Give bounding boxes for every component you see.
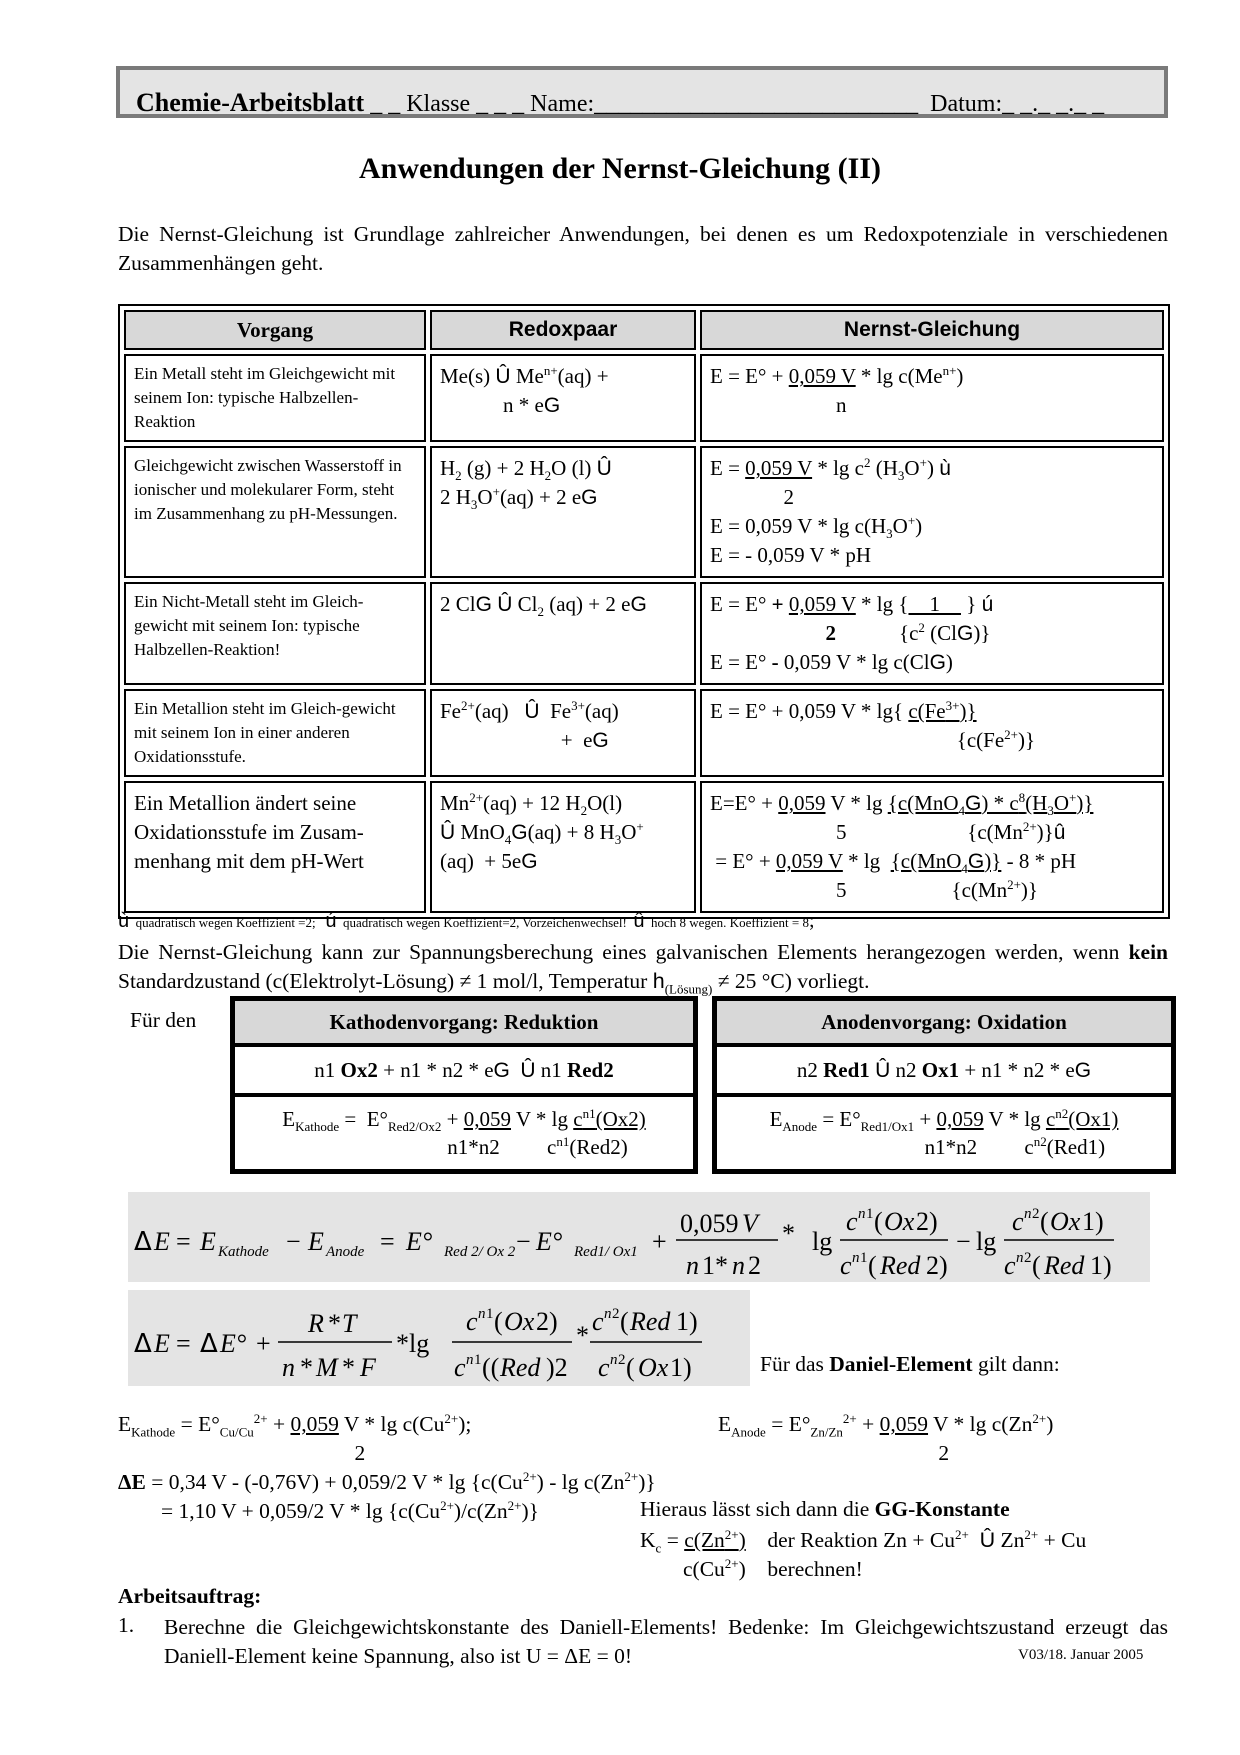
anode-reaction: n2 Red1 Û n2 Ox1 + n1 * n2 * eG [715,1045,1173,1095]
svg-text:n: n [686,1251,699,1280]
svg-text:c: c [592,1307,604,1336]
gg-konstante-text [640,1497,1010,1522]
svg-text:Ox: Ox [884,1207,915,1236]
svg-text:c: c [840,1251,852,1280]
svg-text:*: * [300,1353,313,1382]
para2-text3: ≠ 25 °C) vorliegt. [717,969,870,993]
svg-text:((: (( [482,1353,500,1382]
svg-text:M: M [316,1353,338,1382]
nernst-equation: E = E° + 0,059 V * lg{ $c(Fe^{3+})$} $\{c(Fe^{2+})\}$ [700,689,1164,777]
svg-text:1: 1 [486,1306,494,1322]
worksheet-title: Chemie-Arbeitsblatt [136,88,365,117]
table-row [124,582,1164,685]
datum-field: Datum:_ _._ _._ _ [930,91,1105,117]
formula-1-svg [128,1192,1150,1282]
footnote-marker-icon: ú [325,910,337,932]
svg-text:n: n [858,1206,866,1222]
table-row [124,689,1164,777]
svg-text:Δ: Δ [200,1329,218,1359]
svg-text:n: n [478,1306,486,1322]
svg-text:−: − [286,1227,301,1256]
svg-text:Red: Red [1044,1251,1085,1280]
page-title: Anwendungen der Nernst-Gleichung (II) [359,152,881,185]
footnote-marker-icon: û [633,910,645,932]
svg-text:2): 2) [926,1251,948,1280]
svg-text:Ox: Ox [504,1307,535,1336]
svg-text:(: ( [1032,1251,1041,1280]
delta-e-calc: ΔE = 0,34 V - (-0,76V) + 0,059/2 V * $\lg \{c(Cu^{2+})$ - $\lg c(Zn^{2+})$} = 1,10 V + 0,059/2 V * $\lg \{c(Cu^{2+})/c(Zn^{2+})\}$ [118,1468,656,1523]
galvanic-paragraph: Die Nernst-Gleichung kann zur Spannungsberechung eines galvanischen Elements herangezogen werden, wenn kein Standardzustand (c(Elektrolyt-Lösung) ≠ 1 mol/l, Temperatur $h_{(Lösung)} \ne 25$ °C) vorliegt. [118,940,1168,997]
svg-text:n: n [466,1352,474,1368]
worksheet-header [136,88,1104,118]
table-row [124,354,1164,442]
para2-kein: kein [1128,940,1168,964]
svg-text:1: 1 [866,1206,874,1222]
svg-text:2: 2 [1024,1250,1032,1266]
kathode-header: Kathodenvorgang: Reduktion [233,999,695,1045]
redox-pair: $H_2$ (g) + 2 $H_2O$ (l) Û 2 $H_3O^+(aq) + 2$ eG [430,446,696,578]
svg-text:0,059: 0,059 [680,1209,739,1238]
table-row [124,446,1164,578]
col-redoxpaar: Redoxpaar [430,310,696,350]
svg-text:E: E [308,1227,324,1256]
svg-text:Red1/ Ox1: Red1/ Ox1 [574,1244,638,1260]
svg-text:2): 2) [536,1307,558,1336]
svg-text:−: − [956,1227,971,1256]
col-nernst-gleichung: Nernst-Gleichung [700,310,1164,350]
daniel-kathode-eq: $E_{Kathode} = E^\circ_{Cu/Cu}^{2+} + 0,059$ V * $\lg c(Cu^{2+})$; 2 [118,1410,472,1465]
svg-text:n: n [852,1250,860,1266]
kc-expression: $K_c = c(Zn^{2+})$ der Reaktion $Zn + Cu^{2+}$ Û $Zn^{2+} + Cu$ $c(Cu^{2+})$ berechnen! [640,1526,1087,1581]
svg-text:F: F [360,1353,376,1382]
svg-text:Kathode: Kathode [218,1244,269,1260]
svg-text:(: ( [868,1251,877,1280]
svg-text:n: n [732,1251,745,1280]
svg-text:c: c [1004,1251,1016,1280]
svg-text:*: * [782,1219,795,1248]
kathode-reaction: n1 Ox2 + n1 * n2 * eG Û n1 Red2 [233,1045,695,1095]
svg-text:c: c [466,1307,478,1336]
nernst-table [118,304,1170,919]
svg-text:2: 2 [1032,1206,1040,1222]
svg-text:−: − [516,1227,531,1256]
redox-pair: $Fe^{2+}(aq)$ Û $Fe^{3+}(aq)$ + eG [430,689,696,777]
svg-text:2): 2) [916,1207,938,1236]
daniel-intro-text: Für das [760,1352,824,1376]
svg-text:*: * [328,1309,341,1338]
svg-text:(: ( [494,1307,503,1336]
footnote-c: hoch 8 wegen. Koeffizient = 8 [650,915,809,930]
svg-text:1*: 1* [702,1251,728,1280]
arbeitsauftrag-title: Arbeitsauftrag: [118,1584,262,1608]
row-desc: Ein Metallion ändert seine Oxidationsstufe im Zusam-menhang mit dem pH-Wert [124,781,426,913]
svg-text:)2: )2 [546,1353,568,1382]
svg-text:E°: E° [220,1329,247,1358]
svg-text:*: * [342,1353,355,1382]
svg-text:n: n [604,1306,612,1322]
anode-table [712,996,1176,1174]
hieraus-text: Hieraus lässt sich dann die [640,1497,870,1521]
kathode-equation: $E_{Kathode} = E^\circ_{Red2/Ox2} + 0,059$ V * $\lg c^{n1}(Ox2)$ n1*n2 $c^{n1}(Red2)$ [233,1095,695,1171]
nernst-equation: E = E° + 0,059 V * $\lg c(Me^{n+})$ n [700,354,1164,442]
svg-text:=: = [176,1329,191,1358]
svg-text:2: 2 [748,1251,761,1280]
redox-pair: $Mn^{2+}(aq) + 12$ $H_2O(l)$ Û MnO$_4$G(aq) + 8 $H_3O^+$ (aq) + 5eG [430,781,696,913]
task-text: Berechne die Gleichgewichtskonstante des Daniell-Elements! Bedenke: Im Gleichgewichtszustand erzeugt das Daniell-Element keine Spannung, also ist U = ΔE = 0! [164,1615,1168,1668]
svg-text:c: c [846,1207,858,1236]
svg-text:2: 2 [612,1306,620,1322]
daniel-after-text: gilt dann: [977,1352,1060,1376]
intro-paragraph: Die Nernst-Gleichung ist Grundlage zahlreicher Anwendungen, bei denen es um Redoxpotenziale in verschiedenen Zusammenhängen geht. [118,222,1168,275]
nernst-equation: E = E° + 0,059 V * lg { 1 } ú 2 {$c^2$ (ClG)} E = E° - 0,059 V * lg c(ClG) [700,582,1164,685]
berechnen-text: berechnen! [767,1557,863,1581]
svg-text:1): 1) [670,1353,692,1382]
svg-text:=: = [380,1227,395,1256]
redox-pair: 2 ClG Û $Cl_2$ (aq) + 2 eG [430,582,696,685]
footnote-marker-icon: ù [118,910,130,932]
svg-text:=: = [176,1227,191,1256]
svg-text:Red: Red [880,1251,921,1280]
svg-text:1): 1) [1090,1251,1112,1280]
nernst-equation: E = 0,059 V * $\lg c^2$ $(H_3O^+)$ ù 2 E = 0,059 V * $\lg c(H_3O^+)$ E = - 0,059 V * pH [700,446,1164,578]
svg-text:Ox: Ox [1050,1207,1081,1236]
svg-text:Red 2/ Ox 2: Red 2/ Ox 2 [444,1244,516,1260]
svg-text:n: n [610,1352,618,1368]
svg-text:V: V [742,1209,758,1238]
daniel-intro [760,1352,1060,1377]
footnotes: ù quadratisch wegen Koeffizient =2; ú quadratisch wegen Koeffizient=2, Vorzeichenwechsel! û hoch 8 wegen. Koeffizient = 8; [118,910,815,932]
svg-text:2: 2 [618,1352,626,1368]
col-vorgang: Vorgang [124,310,426,350]
svg-text:Δ: Δ [134,1329,152,1359]
svg-text:T: T [342,1309,357,1338]
svg-text:R: R [308,1309,324,1338]
svg-text:Red: Red [630,1307,671,1336]
svg-text:n: n [282,1353,295,1382]
footnote-b: quadratisch wegen Koeffizient=2, Vorzeichenwechsel! [343,915,627,930]
formula-2-svg [128,1290,750,1386]
svg-text:(: ( [626,1353,635,1382]
svg-text:E: E [200,1227,216,1256]
svg-text:n: n [1024,1206,1032,1222]
kathode-table [230,996,698,1174]
svg-text:(: ( [874,1207,883,1236]
svg-text:c: c [1012,1207,1024,1236]
svg-text:E: E [154,1227,170,1256]
nernst-equation: E=E° + 0,059 V * $\lg \{c(MnO_4G) * c^8(H_3O^+)\}$ 5 $\{c(Mn^{2+})\}û$ = E° + 0,059 V * lg {c(MnO$_4$G)} - 8 * pH 5 $\{c(Mn^{2+})\}$ [700,781,1164,913]
anode-equation: $E_{Anode} = E^\circ_{Red1/Ox1} + 0,059$ V * $\lg c^{n2}(Ox1)$ n1*n2 $c^{n2}(Red1)$ [715,1095,1173,1171]
svg-text:E°: E° [536,1227,563,1256]
gg-konstante-label: GG-Konstante [874,1497,1010,1521]
svg-text:c: c [454,1353,466,1382]
daniel-anode-eq: $E_{Anode} = E^\circ_{Zn/Zn}^{2+} + 0,059$ V * $\lg c(Zn^{2+})$ 2 [718,1410,1054,1465]
svg-text:1): 1) [1082,1207,1104,1236]
row-desc: Gleichgewicht zwischen Wasserstoff in ionischer und molekularer Form, steht im Zusammenhang zu pH-Messungen. [124,446,426,578]
svg-text:1): 1) [676,1307,698,1336]
table-row [124,781,1164,913]
svg-text:E: E [154,1329,170,1358]
task-number: 1. [118,1613,135,1637]
svg-text:lg: lg [976,1227,997,1256]
name-field: Name:___________________________ [530,91,919,117]
row-desc: Ein Metallion steht im Gleich-gewicht mit seinem Ion in einer anderen Oxidationsstufe. [124,689,426,777]
der-reaktion-text: der Reaktion Zn + Cu [767,1528,955,1552]
row-desc: Ein Nicht-Metall steht im Gleich-gewicht mit seinem Ion: typische Halbzellen-Reaktion! [124,582,426,685]
svg-text:c: c [598,1353,610,1382]
footnote-a: quadratisch wegen Koeffizient =2; [135,915,316,930]
table-header-row [124,310,1164,350]
version-date: V03/18. Januar 2005 [1018,1647,1144,1663]
para2-text1: Die Nernst-Gleichung kann zur Spannungsberechung eines galvanischen Elements herangezogen werden, wenn [118,940,1120,964]
klasse-field: _ _ Klasse _ _ _ [370,91,525,117]
redox-pair: Me(s) Û $Me^{n+}(aq)$ + n * eG [430,354,696,442]
svg-text:+: + [256,1329,271,1358]
svg-text:lg: lg [812,1227,833,1256]
svg-text:(: ( [620,1307,629,1336]
para2-text2: Standardzustand (c(Elektrolyt-Lösung) ≠ 1 mol/l, Temperatur [118,969,648,993]
svg-text:1: 1 [474,1352,482,1368]
svg-text:+: + [652,1227,667,1256]
svg-text:1: 1 [860,1250,868,1266]
anode-header: Anodenvorgang: Oxidation [715,999,1173,1045]
delta-e-formula-1 [128,1192,1150,1282]
daniel-element-label: Daniel-Element [829,1352,973,1376]
fuer-den-label: Für den [130,1008,197,1032]
delta-e-formula-2 [128,1290,750,1386]
svg-text:Red: Red [500,1353,541,1382]
row-desc: Ein Metall steht im Gleichgewicht mit seinem Ion: typische Halbzellen-Reaktion [124,354,426,442]
svg-text:*: * [576,1321,589,1350]
svg-text:Δ: Δ [134,1227,152,1257]
svg-text:n: n [1016,1250,1024,1266]
svg-text:(: ( [1040,1207,1049,1236]
svg-text:E°: E° [406,1227,433,1256]
svg-text:Anode: Anode [326,1244,365,1260]
svg-text:Ox: Ox [638,1353,669,1382]
svg-text:*lg: *lg [396,1329,430,1358]
